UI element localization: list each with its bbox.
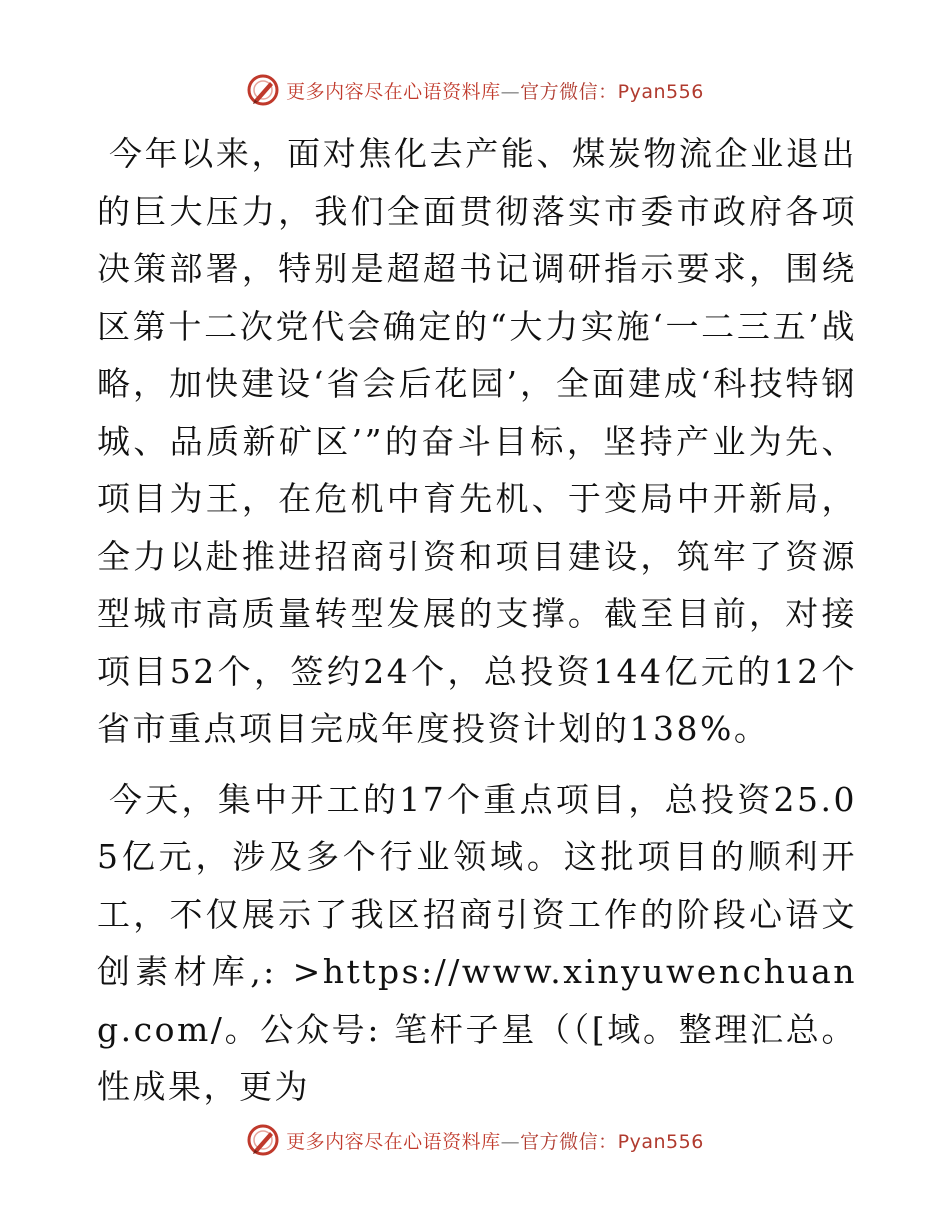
header-brand xyxy=(246,73,704,107)
footer-brand-name: 更多内容尽在心语资料库 xyxy=(286,1130,501,1153)
page-header xyxy=(0,70,950,110)
header-contact: 官方微信：Pyan556 xyxy=(520,80,704,103)
footer-brand xyxy=(246,1123,704,1157)
footer-contact: 官方微信：Pyan556 xyxy=(520,1130,704,1153)
footer-brand-text xyxy=(286,1127,704,1154)
header-separator: — xyxy=(500,80,521,103)
page-footer xyxy=(0,1120,950,1160)
footer-separator: — xyxy=(500,1130,521,1153)
header-brand-text xyxy=(286,77,704,104)
pen-circle-logo-icon xyxy=(246,1123,280,1157)
body-paragraph-1: 今年以来，面对焦化去产能、煤炭物流企业退出的巨大压力，我们全面贯彻落实市委市政府各项决策部署，特别是超超书记调研指示要求，围绕区第十二次党代会确定的“大力实施‘一二三五’战略，加快建设‘省会后花园’，全面建成‘科技特钢城、品质新矿区’”的奋斗目标，坚持产业为先、项目为王，在危机中育先机、于变局中开新局，全力以赴推进招商引资和项目建设，筑牢了资源型城市高质量转型发展的支撑。截至目前，对接项目52个，签约24个，总投资144亿元的12个省市重点项目完成年度投资计划的138%。 xyxy=(97,134,857,748)
header-brand-name: 更多内容尽在心语资料库 xyxy=(286,80,501,103)
body-paragraph-2: 今天，集中开工的17个重点项目，总投资25.05亿元，涉及多个行业领域。这批项目的顺利开工，不仅展示了我区招商引资工作的阶段心语文创素材库,: >https://www.xinyuwenchuang.com/。公众号: 笔杆子星（（[域。整理汇总。性成果，更为 xyxy=(97,779,857,1106)
pen-circle-logo-icon xyxy=(246,73,280,107)
document-body xyxy=(97,125,857,1129)
